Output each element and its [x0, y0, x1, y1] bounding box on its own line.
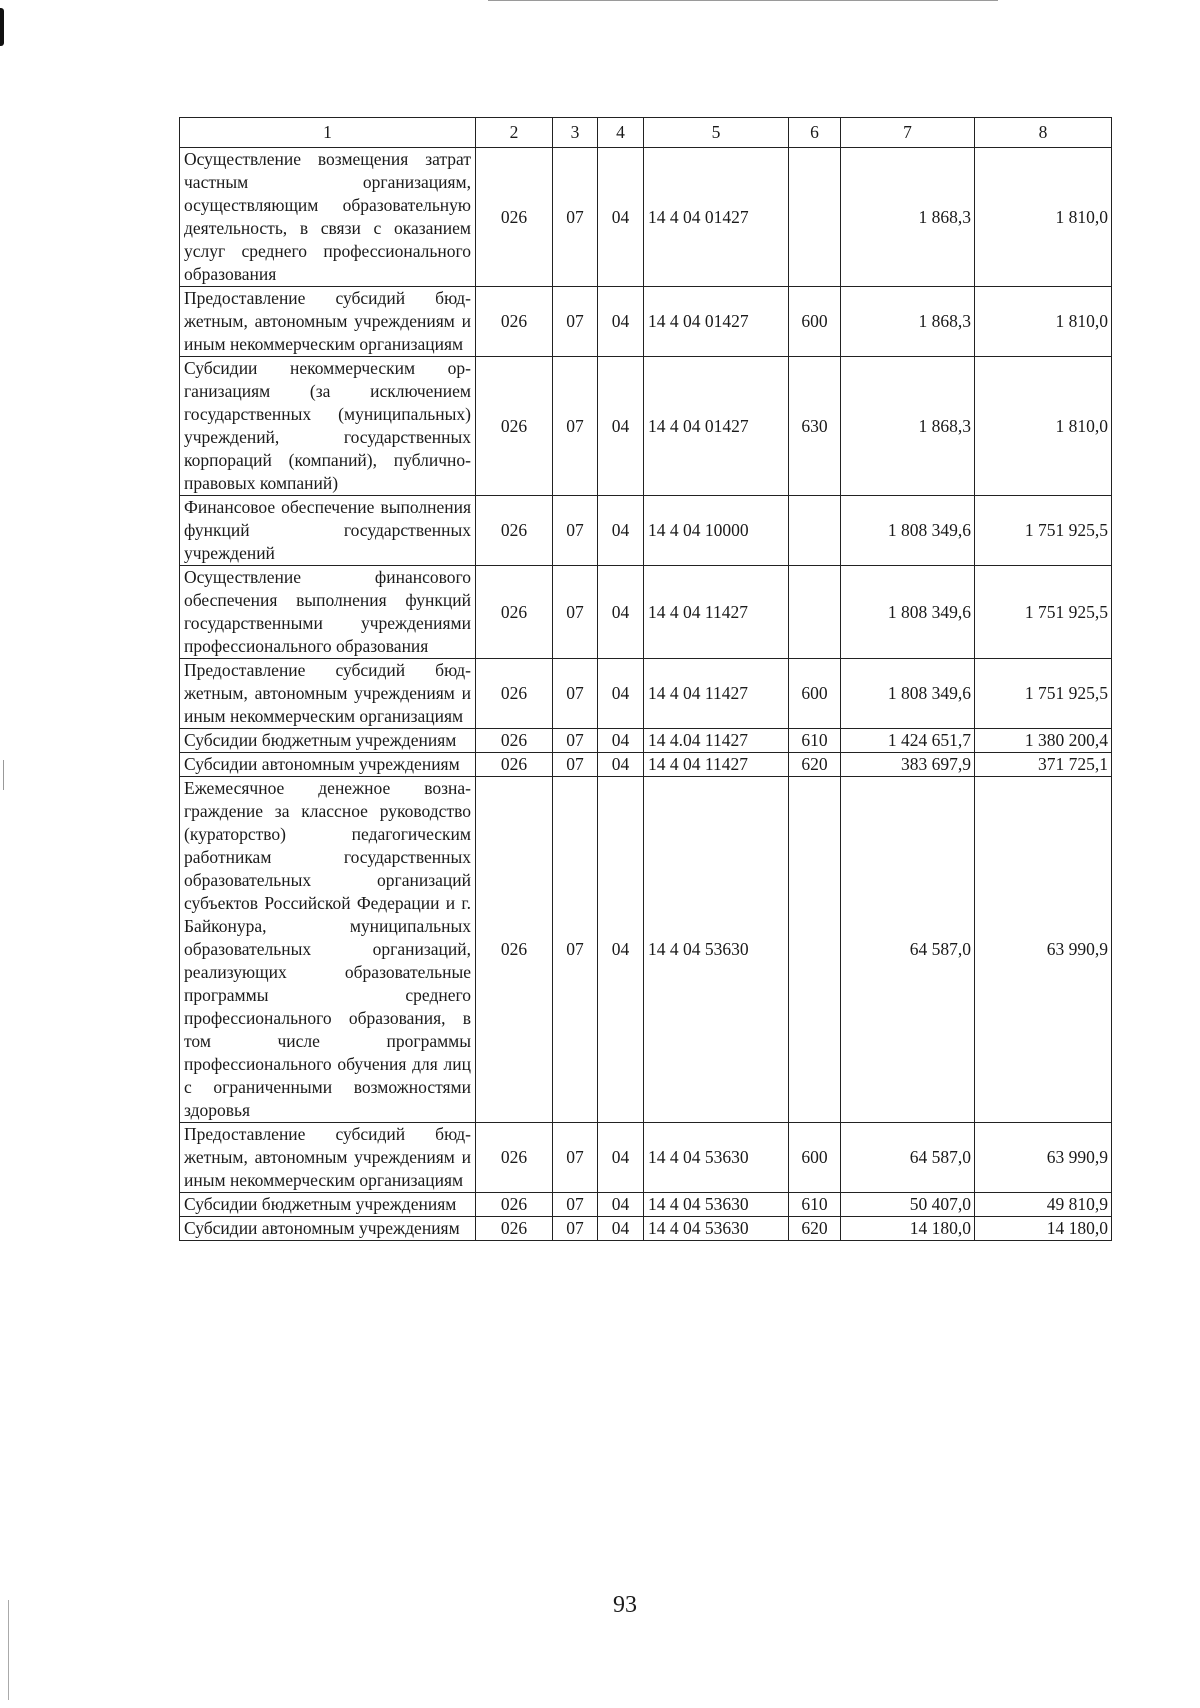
cell-subsection: 04	[598, 753, 644, 777]
cell-section: 07	[553, 777, 598, 1123]
table-row	[180, 1193, 1112, 1217]
cell-subsection: 04	[598, 729, 644, 753]
cell-target-article: 14 4 04 11427	[644, 659, 789, 729]
table-row	[180, 659, 1112, 729]
column-header: 6	[789, 118, 841, 148]
cell-target-article: 14 4 04 01427	[644, 287, 789, 357]
cell-expense-type: 620	[789, 1217, 841, 1241]
cell-target-article: 14 4 04 10000	[644, 496, 789, 566]
cell-amount-year2: 1 380 200,4	[975, 729, 1112, 753]
cell-amount-year2: 1 751 925,5	[975, 496, 1112, 566]
column-header: 1	[180, 118, 476, 148]
cell-amount-year1: 383 697,9	[841, 753, 975, 777]
cell-ministry-code: 026	[476, 1123, 553, 1193]
cell-name: Предоставление субсидий бюджетным, автономным учреждениям и иным некоммерческим организациям	[180, 659, 476, 729]
cell-ministry-code: 026	[476, 357, 553, 496]
column-header: 5	[644, 118, 789, 148]
cell-amount-year1: 50 407,0	[841, 1193, 975, 1217]
table-row	[180, 777, 1112, 1123]
cell-expense-type: 620	[789, 753, 841, 777]
cell-amount-year2: 63 990,9	[975, 777, 1112, 1123]
column-header: 2	[476, 118, 553, 148]
cell-target-article: 14 4 04 53630	[644, 1193, 789, 1217]
cell-subsection: 04	[598, 496, 644, 566]
cell-amount-year2: 1 810,0	[975, 357, 1112, 496]
table-row	[180, 357, 1112, 496]
cell-name: Субсидии бюджетным учреждениям	[180, 1193, 476, 1217]
cell-expense-type	[789, 148, 841, 287]
column-header: 4	[598, 118, 644, 148]
cell-ministry-code: 026	[476, 659, 553, 729]
cell-section: 07	[553, 729, 598, 753]
column-header: 8	[975, 118, 1112, 148]
cell-ministry-code: 026	[476, 753, 553, 777]
cell-amount-year1: 14 180,0	[841, 1217, 975, 1241]
cell-ministry-code: 026	[476, 566, 553, 659]
cell-section: 07	[553, 1193, 598, 1217]
table-body	[180, 148, 1112, 1241]
table-row	[180, 287, 1112, 357]
cell-expense-type: 610	[789, 729, 841, 753]
scan-artifact-mark	[0, 8, 4, 46]
cell-amount-year2: 1 751 925,5	[975, 566, 1112, 659]
cell-subsection: 04	[598, 148, 644, 287]
table-row	[180, 148, 1112, 287]
cell-target-article: 14 4 04 01427	[644, 357, 789, 496]
cell-amount-year2: 1 751 925,5	[975, 659, 1112, 729]
table-row	[180, 753, 1112, 777]
cell-target-article: 14 4 04 53630	[644, 1123, 789, 1193]
cell-expense-type	[789, 496, 841, 566]
cell-amount-year1: 1 808 349,6	[841, 496, 975, 566]
cell-subsection: 04	[598, 1123, 644, 1193]
cell-subsection: 04	[598, 357, 644, 496]
cell-name: Предоставление субсидий бюджетным, автономным учреждениям и иным некоммерческим организациям	[180, 287, 476, 357]
cell-expense-type: 600	[789, 1123, 841, 1193]
budget-table	[179, 117, 1112, 1241]
cell-target-article: 14 4 04 01427	[644, 148, 789, 287]
cell-name: Субсидии автономным учреждениям	[180, 1217, 476, 1241]
cell-name: Осуществление финансового обеспечения выполнения функций государственными учреждениями профессионального образования	[180, 566, 476, 659]
cell-amount-year2: 1 810,0	[975, 148, 1112, 287]
cell-amount-year2: 14 180,0	[975, 1217, 1112, 1241]
cell-amount-year1: 1 424 651,7	[841, 729, 975, 753]
table-row	[180, 496, 1112, 566]
cell-amount-year1: 1 808 349,6	[841, 659, 975, 729]
cell-amount-year1: 1 868,3	[841, 148, 975, 287]
cell-section: 07	[553, 1217, 598, 1241]
cell-target-article: 14 4 04 53630	[644, 1217, 789, 1241]
cell-target-article: 14 4 04 11427	[644, 566, 789, 659]
cell-amount-year1: 64 587,0	[841, 1123, 975, 1193]
cell-name: Финансовое обеспечение выполнения функций государственных учреждений	[180, 496, 476, 566]
table-row	[180, 1217, 1112, 1241]
cell-amount-year1: 1 868,3	[841, 357, 975, 496]
scan-artifact-line	[488, 0, 998, 1]
cell-section: 07	[553, 753, 598, 777]
cell-amount-year1: 1 808 349,6	[841, 566, 975, 659]
cell-expense-type	[789, 777, 841, 1123]
cell-ministry-code: 026	[476, 287, 553, 357]
cell-subsection: 04	[598, 1193, 644, 1217]
cell-ministry-code: 026	[476, 1217, 553, 1241]
cell-target-article: 14 4.04 11427	[644, 729, 789, 753]
table-row	[180, 1123, 1112, 1193]
cell-name: Субсидии некоммерческим организациям (за исключением государственных (муниципальных) учреждений, государственных корпораций (компаний), публично-правовых компаний)	[180, 357, 476, 496]
cell-target-article: 14 4 04 53630	[644, 777, 789, 1123]
cell-ministry-code: 026	[476, 496, 553, 566]
cell-name: Осуществление возмещения затрат частным организациям, осуществляющим образовательную деятельность, в связи с оказанием услуг среднего профессионального образования	[180, 148, 476, 287]
cell-expense-type: 600	[789, 659, 841, 729]
cell-amount-year1: 1 868,3	[841, 287, 975, 357]
scan-artifact-mark	[3, 760, 4, 790]
table-header-row	[180, 118, 1112, 148]
cell-ministry-code: 026	[476, 1193, 553, 1217]
cell-amount-year2: 371 725,1	[975, 753, 1112, 777]
cell-section: 07	[553, 659, 598, 729]
cell-amount-year2: 49 810,9	[975, 1193, 1112, 1217]
cell-subsection: 04	[598, 566, 644, 659]
cell-target-article: 14 4 04 11427	[644, 753, 789, 777]
cell-subsection: 04	[598, 287, 644, 357]
table-row	[180, 729, 1112, 753]
cell-subsection: 04	[598, 659, 644, 729]
cell-ministry-code: 026	[476, 148, 553, 287]
page-number: 93	[613, 1592, 637, 1618]
cell-section: 07	[553, 148, 598, 287]
cell-name: Субсидии бюджетным учреждениям	[180, 729, 476, 753]
cell-expense-type: 600	[789, 287, 841, 357]
cell-subsection: 04	[598, 1217, 644, 1241]
cell-expense-type	[789, 566, 841, 659]
cell-name: Предоставление субсидий бюджетным, автономным учреждениям и иным некоммерческим организациям	[180, 1123, 476, 1193]
cell-name: Субсидии автономным учреждениям	[180, 753, 476, 777]
cell-section: 07	[553, 287, 598, 357]
cell-name: Ежемесячное денежное вознаграждение за классное руководство (кураторство) педагогическим работникам государственных образовательных организаций субъектов Российской Федерации и г. Байконура, муниципальных образовательных организаций, реализующих образовательные программы среднего профессионального образования, в том числе программы профессионального обучения для лиц с ограниченными возможностями здоровья	[180, 777, 476, 1123]
cell-expense-type: 630	[789, 357, 841, 496]
cell-section: 07	[553, 357, 598, 496]
column-header: 7	[841, 118, 975, 148]
cell-ministry-code: 026	[476, 777, 553, 1123]
cell-amount-year2: 63 990,9	[975, 1123, 1112, 1193]
cell-ministry-code: 026	[476, 729, 553, 753]
column-header: 3	[553, 118, 598, 148]
cell-subsection: 04	[598, 777, 644, 1123]
table-row	[180, 566, 1112, 659]
cell-section: 07	[553, 1123, 598, 1193]
cell-expense-type: 610	[789, 1193, 841, 1217]
cell-amount-year1: 64 587,0	[841, 777, 975, 1123]
cell-section: 07	[553, 566, 598, 659]
cell-section: 07	[553, 496, 598, 566]
cell-amount-year2: 1 810,0	[975, 287, 1112, 357]
